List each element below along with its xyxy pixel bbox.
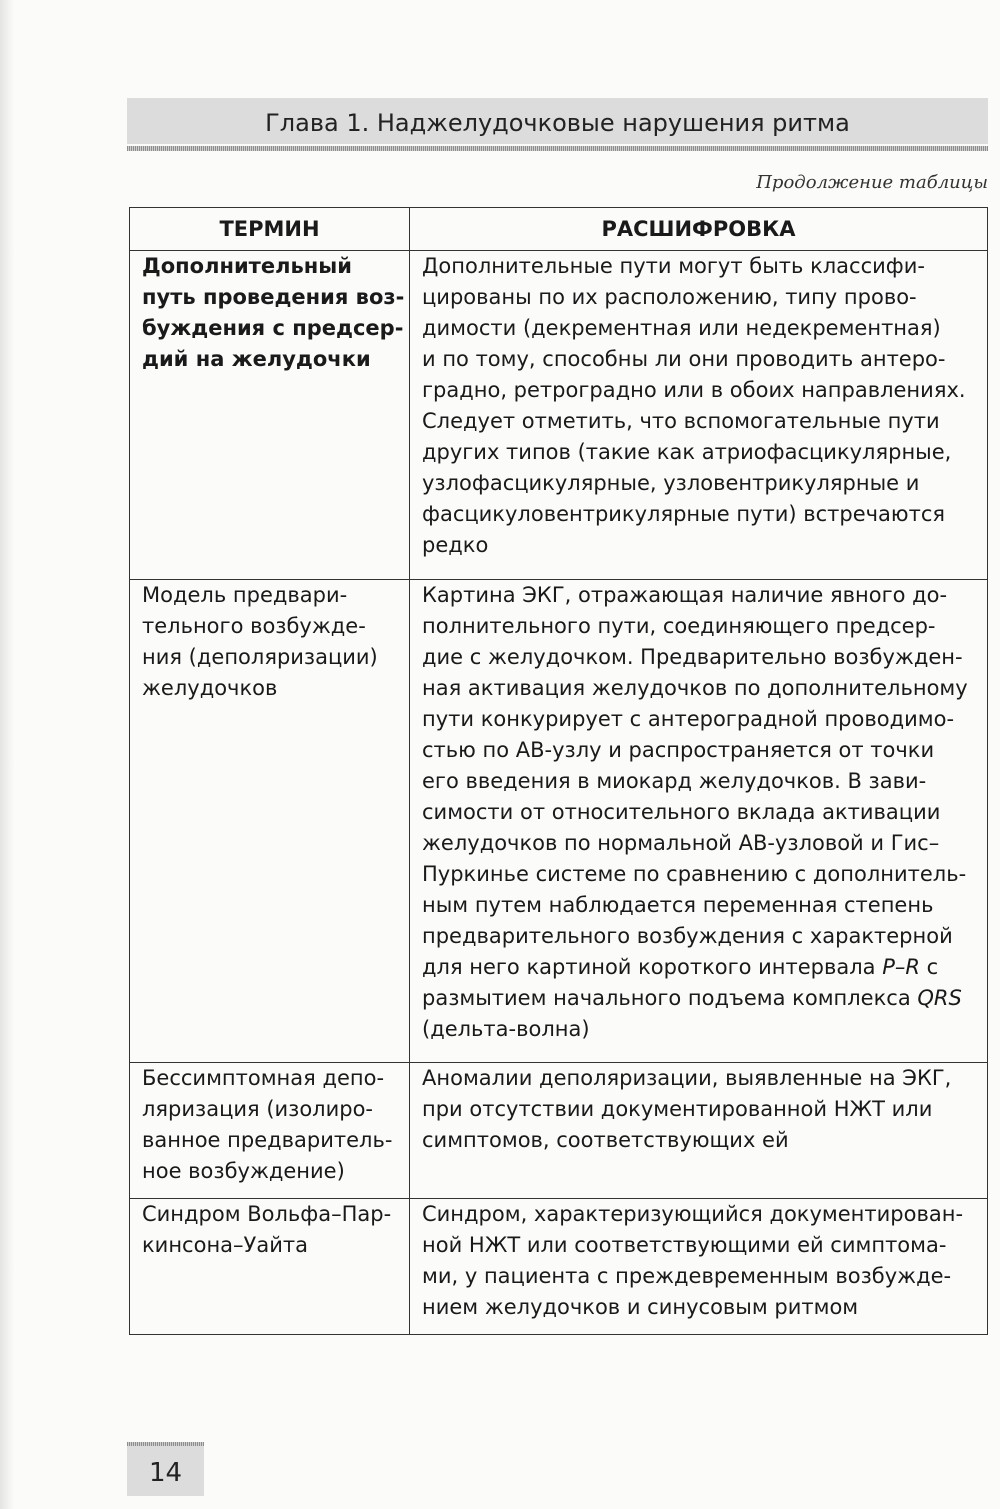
- definition-line: (дельта-волна): [422, 1017, 590, 1041]
- definition-line: ная активация желудочков по дополнительному: [422, 676, 968, 700]
- definition-line: ной НЖТ или соответствующими ей симптома-: [422, 1233, 947, 1257]
- definition-line: при отсутствии документированной НЖТ или: [422, 1097, 933, 1121]
- term-line: Синдром Вольфа–Пар-: [142, 1202, 392, 1226]
- definition-cell: [410, 580, 988, 1063]
- definition-cell: [410, 1199, 988, 1335]
- page-number: 14: [148, 1458, 183, 1488]
- definition-line: полнительного пути, соединяющего предсер-: [422, 614, 936, 638]
- table-row: [130, 251, 988, 580]
- definition-line: Картина ЭКГ, отражающая наличие явного до-: [422, 583, 948, 607]
- definition-line: ми, у пациента с преждевременным возбужде-: [422, 1264, 952, 1288]
- definition-cell: [410, 251, 988, 580]
- definition-line: дие с желудочком. Предварительно возбужден-: [422, 645, 963, 669]
- definition-line: цированы по их расположению, типу прово-: [422, 285, 917, 309]
- definition-line: узлофасцикулярные, узловентрикулярные и: [422, 471, 920, 495]
- table-header-row: [130, 208, 988, 251]
- term-cell: [130, 1063, 410, 1199]
- definition-line: пути конкурирует с антероградной проводимо-: [422, 707, 955, 731]
- term-cell: [130, 1199, 410, 1335]
- definition-line: Следует отметить, что вспомогательные пути: [422, 409, 940, 433]
- term-line: ванное предваритель-: [142, 1128, 393, 1152]
- chapter-title: Глава 1. Наджелудочковые нарушения ритма: [265, 109, 850, 137]
- definition-line: желудочков по нормальной АВ-узловой и Гис–: [422, 831, 940, 855]
- term-line: путь проведения воз-: [142, 285, 405, 309]
- definition-line: Синдром, характеризующийся документирован-: [422, 1202, 964, 1226]
- term-line: буждения с предсер-: [142, 316, 404, 340]
- page-number-box: [127, 1446, 204, 1496]
- definition-cell: [410, 1063, 988, 1199]
- term-line: ное возбуждение): [142, 1159, 345, 1183]
- table-row: [130, 1199, 988, 1335]
- page-edge-shadow: [0, 0, 14, 1509]
- definition-line: нием желудочков и синусовым ритмом: [422, 1295, 859, 1319]
- definition-text: с: [920, 955, 939, 979]
- definition-line: Аномалии деполяризации, выявленные на ЭКГ,: [422, 1066, 952, 1090]
- definition-line: других типов (такие как атриофасцикулярные,: [422, 440, 952, 464]
- definition-text: для него картиной короткого интервала: [422, 955, 883, 979]
- definition-line: [422, 983, 975, 1014]
- definition-line: стью по АВ-узлу и распространяется от точки: [422, 738, 935, 762]
- table-row: [130, 580, 988, 1063]
- definition-line: Дополнительные пути могут быть классифи-: [422, 254, 925, 278]
- definition-line: ным путем наблюдается переменная степень: [422, 893, 934, 917]
- column-header-term: ТЕРМИН: [130, 208, 410, 251]
- term-line: Бессимптомная депо-: [142, 1066, 385, 1090]
- definition-line: его введения в миокард желудочков. В зави-: [422, 769, 927, 793]
- definition-text: размытием начального подъема комплекса: [422, 986, 918, 1010]
- term-line: Дополнительный: [142, 254, 352, 278]
- terms-table: [129, 207, 988, 1335]
- definition-line: градно, ретроградно или в обоих направлениях.: [422, 378, 966, 402]
- interval-pr-term: P–R: [882, 955, 920, 979]
- term-line: ляризация (изолиро-: [142, 1097, 373, 1121]
- definition-line: симости от относительного вклада активации: [422, 800, 941, 824]
- term-line: Модель предвари-: [142, 583, 348, 607]
- term-line: желудочков: [142, 676, 278, 700]
- term-cell: [130, 251, 410, 580]
- term-cell: [130, 580, 410, 1063]
- table-row: [130, 1063, 988, 1199]
- term-line: кинсона–Уайта: [142, 1233, 308, 1257]
- definition-line: [422, 952, 975, 983]
- header-rule: [127, 146, 988, 151]
- definition-line: и по тому, способны ли они проводить антеро-: [422, 347, 946, 371]
- definition-line: димости (декрементная или недекрементная): [422, 316, 941, 340]
- table-continuation-label: Продолжение таблицы: [756, 172, 988, 193]
- definition-line: редко: [422, 533, 489, 557]
- definition-line: фасцикуловентрикулярные пути) встречаются: [422, 502, 946, 526]
- definition-line: предварительного возбуждения с характерной: [422, 924, 953, 948]
- term-line: ния (деполяризации): [142, 645, 378, 669]
- term-line: дий на желудочки: [142, 347, 371, 371]
- column-header-definition: РАСШИФРОВКА: [410, 208, 988, 251]
- definition-line: Пуркинье системе по сравнению с дополнитель-: [422, 862, 967, 886]
- definition-line: симптомов, соответствующих ей: [422, 1128, 789, 1152]
- term-line: тельного возбужде-: [142, 614, 366, 638]
- chapter-header: [127, 98, 988, 144]
- qrs-term: QRS: [917, 986, 962, 1010]
